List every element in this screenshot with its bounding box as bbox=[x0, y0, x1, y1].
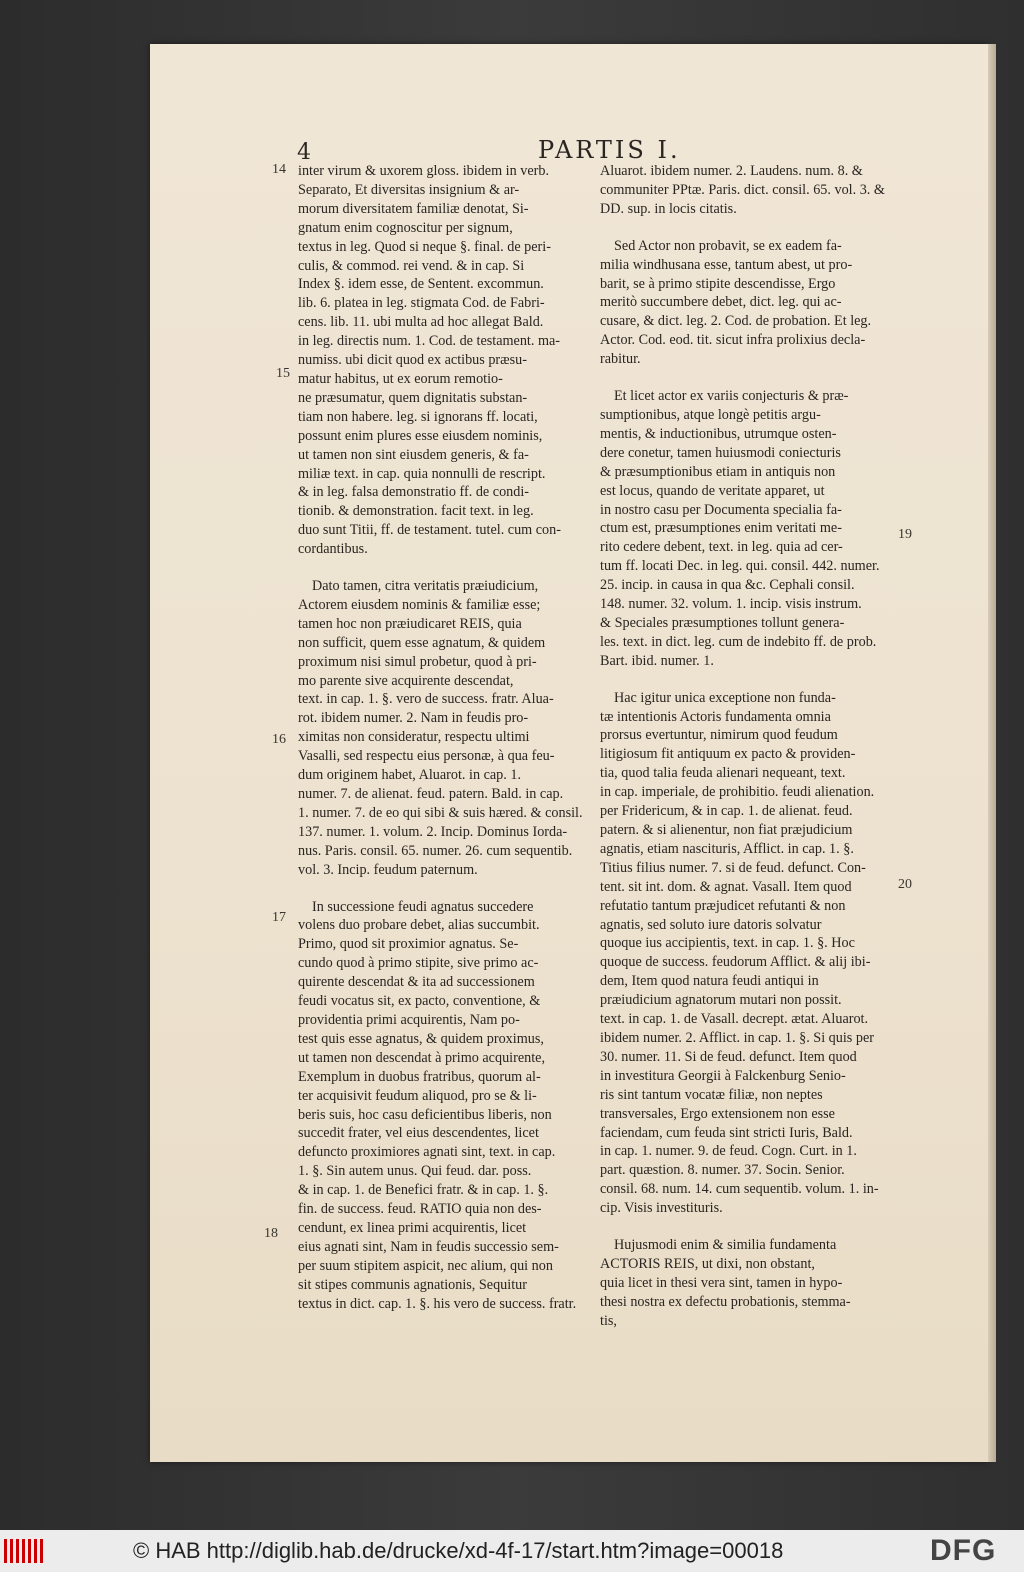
text-line: transversales, Ergo extensionem non esse bbox=[600, 1105, 835, 1122]
text-line: & præsumptionibus etiam in antiquis non bbox=[600, 463, 836, 480]
text-line: feudi vocatus sit, ex pacto, conventione, & bbox=[298, 993, 541, 1010]
text-line: ris sint tantum vocatæ filiæ, non neptes bbox=[600, 1086, 823, 1103]
text-line: per suum stipitem aspicit, nec alium, qui non bbox=[298, 1257, 553, 1274]
paragraph bbox=[298, 898, 598, 1314]
text-line: 137. numer. 1. volum. 2. Incip. Dominus Iorda- bbox=[298, 823, 568, 840]
text-line: tum ff. locati Dec. in leg. qui. consil. 442. numer. bbox=[600, 558, 880, 575]
text-line: dum originem habet, Aluarot. in cap. 1. bbox=[298, 767, 522, 784]
text-line: inter virum & uxorem gloss. ibidem in verb. bbox=[298, 163, 550, 179]
text-line: 148. numer. 32. volum. 1. incip. visis instrum. bbox=[600, 596, 862, 613]
paragraph-gap bbox=[600, 671, 898, 689]
text-line: non sufficit, quem esse agnatum, & quidem bbox=[298, 634, 546, 651]
margin-number: 17 bbox=[272, 910, 286, 925]
folio-number: 4 bbox=[297, 140, 312, 165]
text-line: quirente descendat & ita ad successionem bbox=[298, 974, 535, 991]
text-line: præiudicium agnatorum mutari non possit. bbox=[600, 992, 842, 1009]
paragraph-gap bbox=[600, 219, 898, 237]
text-line: litigiosum fit antiquum ex pacto & providen- bbox=[600, 746, 856, 763]
paragraph bbox=[600, 387, 898, 671]
text-line: dere conetur, tamen huiusmodi coniecturis bbox=[600, 444, 841, 461]
text-line: textus in leg. Quod si neque §. final. de peri- bbox=[298, 238, 551, 255]
text-line: lib. 6. platea in leg. stigmata Cod. de Fabri- bbox=[298, 295, 545, 312]
text-line: Bart. ibid. numer. 1. bbox=[600, 652, 714, 669]
text-line: 25. incip. in causa in qua &c. Cephali consil. bbox=[600, 577, 855, 594]
running-head: PARTIS I. bbox=[538, 136, 681, 164]
text-line: miliæ text. in cap. quia nonnulli de rescript. bbox=[298, 465, 546, 482]
book-page bbox=[150, 44, 988, 1462]
text-line: patern. & si alienentur, non fiat præjudicium bbox=[600, 822, 853, 838]
text-line: numiss. ubi dicit quod ex actibus præsu- bbox=[298, 352, 527, 369]
text-line: ACTORIS REIS, ut dixi, non obstant, bbox=[600, 1255, 815, 1272]
text-line: ne præsumatur, quem dignitatis substan- bbox=[298, 389, 528, 406]
text-line: in cap. 1. numer. 9. de feud. Cogn. Curt. in 1. bbox=[600, 1143, 857, 1160]
hab-barcode-icon bbox=[4, 1539, 46, 1563]
text-line: cens. lib. 11. ubi multa ad hoc allegat Bald. bbox=[298, 314, 544, 331]
text-line: & in leg. falsa demonstratio ff. de condi- bbox=[298, 484, 530, 501]
text-line: refutatio tantum præjudicet refutanti & non bbox=[600, 897, 846, 914]
text-line: culis, & commod. rei vend. & in cap. Si bbox=[298, 257, 525, 274]
footer-bar bbox=[0, 1530, 1024, 1572]
text-line: tis, bbox=[600, 1312, 617, 1329]
text-line: duo sunt Titii, ff. de testament. tutel. cum con- bbox=[298, 522, 561, 539]
text-line: 1. §. Sin autem unus. Qui feud. dar. poss. bbox=[298, 1163, 532, 1180]
text-line: vol. 3. Incip. feudum paternum. bbox=[298, 861, 478, 878]
right-text-column bbox=[600, 162, 898, 1331]
text-line: ut tamen non sint eiusdem generis, & fa- bbox=[298, 446, 529, 463]
text-line: Hac igitur unica exceptione non funda- bbox=[614, 689, 836, 706]
text-line: Exemplum in duobus fratribus, quorum al- bbox=[298, 1068, 541, 1085]
text-line: possunt enim plures esse eiusdem nominis, bbox=[298, 427, 543, 444]
text-line: numer. 7. de alienat. feud. patern. Bald. in cap. bbox=[298, 786, 564, 802]
page-edge bbox=[988, 44, 996, 1462]
paragraph bbox=[298, 577, 598, 880]
text-line: prorsus evertuntur, nimirum quod feudum bbox=[600, 727, 838, 744]
text-line: in investitura Georgii à Falckenburg Senio- bbox=[600, 1067, 846, 1084]
margin-number: 14 bbox=[272, 162, 286, 177]
footer-copyright-url[interactable]: © HAB http://diglib.hab.de/drucke/xd-4f-17/start.htm?image=00018 bbox=[133, 1538, 784, 1563]
text-line: defuncto proximiores agnati sint, text. in cap. bbox=[298, 1144, 556, 1161]
paragraph-gap bbox=[600, 1218, 898, 1236]
text-line: Index §. idem esse, de Sentent. excommun. bbox=[298, 276, 544, 293]
text-line: beris suis, hoc casu deficientibus liberis, non bbox=[298, 1106, 552, 1123]
text-line: In successione feudi agnatus succedere bbox=[312, 898, 534, 915]
left-text-column bbox=[298, 162, 598, 1313]
paragraph-gap bbox=[600, 369, 898, 387]
text-line: gnatum enim cognoscitur per signum, bbox=[298, 219, 513, 236]
text-line: Dato tamen, citra veritatis præiudicium, bbox=[312, 578, 539, 595]
text-line: sumptionibus, atque longè petitis argu- bbox=[600, 406, 821, 423]
text-line: dem, Item quod natura feudi antiqui in bbox=[600, 973, 819, 990]
text-line: tamen hoc non præiudicaret REIS, quia bbox=[298, 615, 522, 632]
paragraph-gap bbox=[298, 880, 598, 898]
paragraph bbox=[600, 237, 898, 369]
text-line: cundo quod à primo stipite, sive primo ac- bbox=[298, 955, 539, 972]
text-line: tionib. & demonstration. facit text. in leg. bbox=[298, 503, 534, 520]
text-line: & Speciales præsumptiones tollunt genera- bbox=[600, 614, 845, 631]
text-line: Actor. Cod. eod. tit. sicut infra prolixius decla- bbox=[600, 332, 866, 349]
text-line: textus in dict. cap. 1. §. his vero de success. fratr. bbox=[298, 1295, 577, 1312]
text-line: barit, se à primo stipite descendisse, Ergo bbox=[600, 275, 836, 292]
text-line: mentis, & inductionibus, utrumque osten- bbox=[600, 425, 837, 442]
text-line: est locus, quando de veritate apparet, ut bbox=[600, 482, 825, 499]
text-line: milia windhusana esse, tantum abest, ut pro- bbox=[600, 256, 853, 273]
text-line: rot. ibidem numer. 2. Nam in feudis pro- bbox=[298, 710, 529, 727]
text-line: in cap. imperiale, de prohibitio. feudi alienation. bbox=[600, 784, 875, 801]
text-line: tia, quod talia feuda alienari nequeant, text. bbox=[600, 765, 846, 782]
text-line: Separato, Et diversitas insignium & ar- bbox=[298, 181, 520, 198]
text-line: Sed Actor non probavit, se ex eadem fa- bbox=[614, 237, 842, 254]
text-line: agnatis, etiam nascituris, Afflict. in cap. 1. §. bbox=[600, 840, 854, 857]
text-line: cendunt, ex linea primi acquirentis, licet bbox=[298, 1219, 527, 1236]
dfg-logo: DFG bbox=[930, 1534, 997, 1567]
text-line: communiter PPtæ. Paris. dict. consil. 65. vol. 3. & bbox=[600, 181, 885, 198]
text-line: tent. sit int. dom. & agnat. Vasall. Item quod bbox=[600, 878, 852, 895]
paragraph bbox=[600, 689, 898, 1218]
text-line: in leg. directis num. 1. Cod. de testament. ma- bbox=[298, 333, 561, 350]
text-line: thesi nostra ex defectu probationis, stemma- bbox=[600, 1293, 851, 1310]
text-line: proximum nisi simul probetur, quod à pri- bbox=[298, 653, 537, 670]
text-line: mo parente sive acquirente descendat, bbox=[298, 672, 514, 689]
text-line: tiam non habere. leg. si ignorans ff. locati, bbox=[298, 408, 538, 425]
text-line: ter acquisivit feudum aliquod, pro se & li- bbox=[298, 1087, 537, 1104]
text-line: meritò succumbere debet, dict. leg. qui ac- bbox=[600, 294, 842, 311]
text-line: test quis esse agnatus, & quidem proximus, bbox=[298, 1030, 544, 1047]
margin-number: 19 bbox=[898, 527, 912, 542]
margin-number: 18 bbox=[264, 1226, 278, 1241]
text-line: per Fridericum, & in cap. 1. de alienat. feud. bbox=[600, 803, 853, 820]
text-line: matur habitus, ut ex eorum remotio- bbox=[298, 370, 503, 387]
text-line: cip. Visis investituris. bbox=[600, 1200, 723, 1217]
text-line: morum diversitatem familiæ denotat, Si- bbox=[298, 200, 529, 217]
text-line: providentia primi acquirentis, Nam po- bbox=[298, 1011, 520, 1028]
text-line: ctum est, præsumptiones enim veritati me- bbox=[600, 520, 842, 537]
text-line: les. text. in dict. leg. cum de indebito ff. de prob. bbox=[600, 633, 877, 650]
paragraph bbox=[600, 162, 898, 219]
text-line: consil. 68. num. 14. cum sequentib. volum. 1. in- bbox=[600, 1181, 879, 1198]
text-line: Titius filius numer. 7. si de feud. defunct. Con- bbox=[600, 859, 866, 876]
text-line: Vasalli, sed respectu eius personæ, à qua feu- bbox=[298, 748, 555, 765]
text-line: quoque de success. feudorum Afflict. & alij ibi- bbox=[600, 954, 871, 971]
text-line: 1. numer. 7. de eo qui sibi & suis hæred. & consil. bbox=[298, 804, 583, 821]
text-line: quia licet in thesi vera sint, tamen in hypo- bbox=[600, 1274, 843, 1291]
text-line: ximitas non consideratur, respectu ultimi bbox=[298, 729, 530, 746]
text-line: text. in cap. 1. §. vero de success. fratr. Alua- bbox=[298, 691, 554, 708]
text-line: cusare, & dict. leg. 2. Cod. de probation. Et leg. bbox=[600, 313, 872, 330]
text-line: Aluarot. ibidem numer. 2. Laudens. num. 8. & bbox=[600, 163, 863, 179]
text-line: Actorem eiusdem nominis & familiæ esse; bbox=[298, 596, 541, 613]
paragraph bbox=[600, 1236, 898, 1331]
paragraph bbox=[298, 162, 598, 559]
text-line: & in cap. 1. de Benefici fratr. & in cap. 1. §. bbox=[298, 1182, 549, 1199]
margin-number: 15 bbox=[276, 366, 290, 381]
text-line: quoque ius accipientis, text. in cap. 1. §. Hoc bbox=[600, 935, 855, 952]
text-line: rito cedere debent, text. in leg. quia ad cer- bbox=[600, 539, 843, 556]
text-line: rabitur. bbox=[600, 351, 641, 368]
text-line: faciendam, cum feuda sint stricti Iuris, Bald. bbox=[600, 1124, 853, 1141]
margin-number: 20 bbox=[898, 877, 912, 892]
text-line: DD. sup. in locis citatis. bbox=[600, 200, 737, 217]
text-line: agnatis, sed soluto iure datoris solvatur bbox=[600, 916, 822, 933]
text-line: nus. Paris. consil. 65. numer. 26. cum sequentib. bbox=[298, 842, 573, 859]
margin-number: 16 bbox=[272, 732, 286, 747]
text-line: fin. de success. feud. RATIO quia non des- bbox=[298, 1201, 542, 1218]
text-line: in nostro casu per Documenta specialia fa- bbox=[600, 501, 842, 518]
text-line: Hujusmodi enim & similia fundamenta bbox=[614, 1237, 837, 1254]
text-line: tæ intentionis Actoris fundamenta omnia bbox=[600, 708, 831, 725]
text-line: cordantibus. bbox=[298, 541, 368, 558]
text-line: ibidem numer. 2. Afflict. in cap. 1. §. Si quis per bbox=[600, 1029, 874, 1046]
text-line: succedit frater, vel eius descendentes, licet bbox=[298, 1125, 539, 1142]
text-line: Et licet actor ex variis conjecturis & præ- bbox=[614, 388, 849, 405]
text-line: sit stipes communis agnationis, Sequitur bbox=[298, 1276, 527, 1293]
text-line: Primo, quod sit proximior agnatus. Se- bbox=[298, 936, 519, 953]
text-line: volens duo probare debet, alias succumbit. bbox=[298, 917, 540, 934]
text-line: text. in cap. 1. de Vasall. decrept. ætat. Aluarot. bbox=[600, 1011, 869, 1028]
paragraph-gap bbox=[298, 559, 598, 577]
text-line: ut tamen non descendat à primo acquirente, bbox=[298, 1049, 546, 1066]
text-line: 30. numer. 11. Si de feud. defunct. Item quod bbox=[600, 1048, 857, 1065]
text-line: eius agnati sint, Nam in feudis successio sem- bbox=[298, 1238, 559, 1255]
text-line: part. quæstion. 8. numer. 37. Socin. Senior. bbox=[600, 1162, 845, 1179]
